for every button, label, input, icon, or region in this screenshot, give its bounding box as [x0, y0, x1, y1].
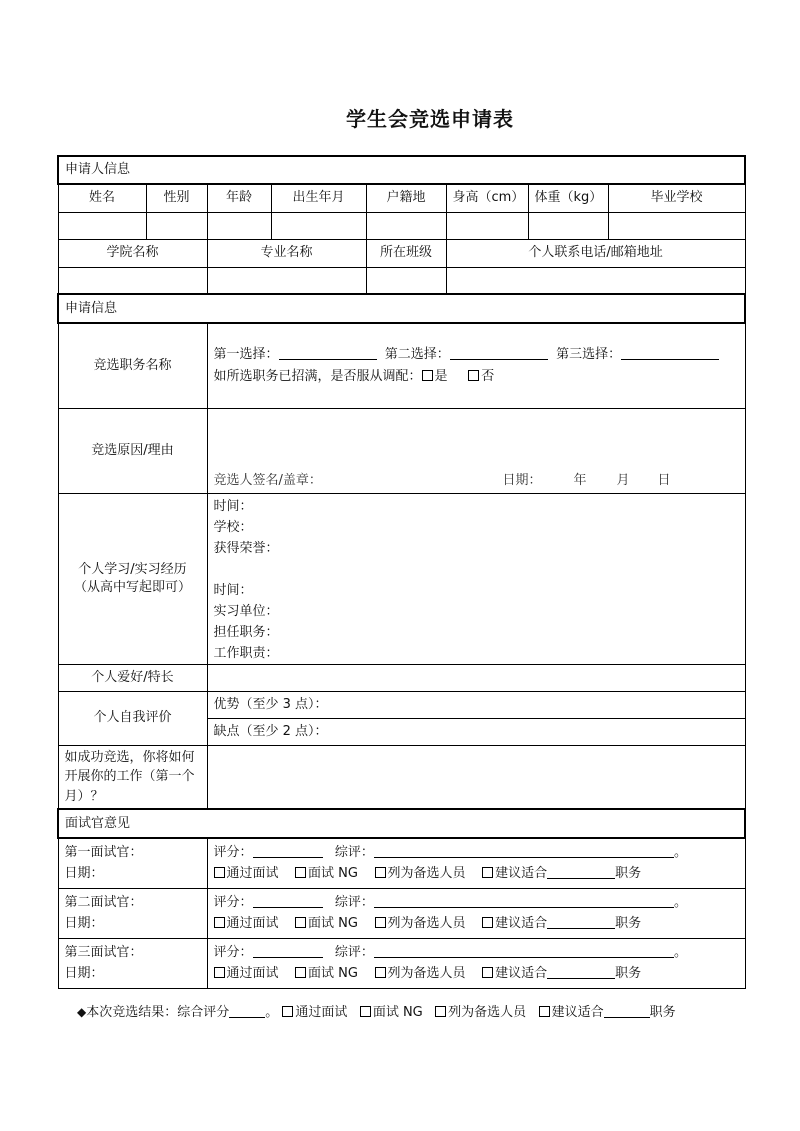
school-field[interactable] — [608, 212, 745, 239]
position-suffix: 职务 — [615, 866, 642, 882]
pass-label: 通过面试 — [226, 916, 279, 931]
suggest-label: 建议适合 — [495, 866, 548, 882]
backup-label: 列为备选人员 — [387, 866, 466, 882]
position-suffix: 职务 — [615, 916, 642, 931]
experience-field[interactable] — [207, 493, 745, 664]
choice2-blank[interactable] — [450, 347, 548, 360]
suggest-blank[interactable] — [547, 866, 615, 879]
interviewer-2-date: 日期： — [64, 916, 104, 931]
yes-label: 是 — [434, 368, 448, 384]
exp-intern-duty: 工作职责： — [213, 645, 279, 661]
header-name: 姓名 — [58, 184, 146, 212]
birth-field[interactable] — [271, 212, 366, 239]
choice1-label: 第一选择： — [213, 347, 279, 363]
pass-checkbox[interactable] — [214, 867, 225, 878]
choice1-blank[interactable] — [279, 347, 377, 360]
yes-checkbox[interactable] — [422, 370, 433, 381]
plan-label: 如成功竞选，你将如何开展你的工作（第一个月）？ — [58, 745, 207, 809]
date-label: 日期： — [502, 472, 542, 488]
application-section-header: 申请信息 — [58, 294, 745, 323]
footer-suggest-blank[interactable] — [604, 1005, 650, 1018]
month-label: 月 — [616, 472, 630, 488]
score-label: 评分： — [213, 945, 253, 960]
class-field[interactable] — [366, 267, 446, 294]
diamond-icon: ◆ — [77, 1005, 87, 1019]
footer-pass-checkbox[interactable] — [282, 1006, 293, 1017]
choice3-blank[interactable] — [621, 347, 719, 360]
gender-field[interactable] — [146, 212, 207, 239]
form-title: 学生会竞选申请表 — [346, 107, 514, 131]
reason-field[interactable] — [207, 408, 745, 493]
footer-ng-label: 面试 NG — [372, 1005, 423, 1020]
footer-period: 。 — [265, 1005, 279, 1020]
backup-checkbox[interactable] — [375, 867, 386, 878]
pass-checkbox[interactable] — [214, 917, 225, 928]
hobby-label: 个人爱好/特长 — [58, 664, 207, 691]
score-blank[interactable] — [253, 945, 323, 958]
reason-label: 竞选原因/理由 — [58, 408, 207, 493]
weakness-field[interactable]: 缺点（至少 2 点）： — [207, 718, 745, 745]
experience-label-line2: （从高中写起即可） — [73, 579, 191, 595]
suggest-checkbox[interactable] — [482, 867, 493, 878]
adjust-question: 如所选职务已招满，是否服从调配： — [213, 368, 422, 384]
applicant-section-header: 申请人信息 — [58, 156, 745, 184]
footer-position-suffix: 职务 — [649, 1005, 676, 1020]
footer-backup-label: 列为备选人员 — [448, 1005, 527, 1020]
backup-checkbox[interactable] — [375, 917, 386, 928]
header-gender: 性别 — [146, 184, 207, 212]
exp-time: 时间： — [213, 498, 253, 514]
score-label: 评分： — [213, 845, 253, 861]
suggest-checkbox[interactable] — [482, 917, 493, 928]
header-college: 学院名称 — [58, 239, 207, 267]
comment-label: 综评： — [334, 895, 374, 910]
period-mark: 。 — [673, 945, 687, 960]
ng-checkbox[interactable] — [295, 917, 306, 928]
header-class: 所在班级 — [366, 239, 446, 267]
interviewer-3-name: 第三面试官： — [64, 945, 143, 960]
contact-field[interactable] — [446, 267, 745, 294]
comment-blank[interactable] — [374, 945, 674, 958]
exp-intern-company: 实习单位： — [213, 603, 279, 619]
header-contact: 个人联系电话/邮箱地址 — [446, 239, 745, 267]
application-form — [57, 155, 746, 989]
height-field[interactable] — [446, 212, 528, 239]
header-school: 毕业学校 — [608, 184, 745, 212]
score-label: 评分： — [213, 895, 253, 910]
suggest-checkbox[interactable] — [482, 967, 493, 978]
header-major: 专业名称 — [207, 239, 366, 267]
interview-section-header: 面试官意见 — [58, 809, 745, 838]
final-score-blank[interactable] — [229, 1005, 265, 1018]
suggest-label: 建议适合 — [495, 966, 548, 981]
exp-honors: 获得荣誉： — [213, 540, 279, 556]
result-label: 本次竞选结果：综合评分 — [86, 1005, 230, 1020]
ng-checkbox[interactable] — [295, 967, 306, 978]
hometown-field[interactable] — [366, 212, 446, 239]
ng-checkbox[interactable] — [295, 867, 306, 878]
interviewer-1-date: 日期： — [64, 866, 104, 882]
ng-label: 面试 NG — [308, 916, 358, 931]
interviewer-1-label — [58, 838, 207, 888]
footer-suggest-checkbox[interactable] — [539, 1006, 550, 1017]
footer-ng-checkbox[interactable] — [360, 1006, 371, 1017]
footer-suggest-label: 建议适合 — [551, 1005, 604, 1020]
self-eval-label: 个人自我评价 — [58, 691, 207, 745]
position-field[interactable] — [207, 323, 745, 408]
suggest-label: 建议适合 — [495, 916, 548, 931]
exp-intern-time: 时间： — [213, 582, 253, 598]
no-label: 否 — [481, 368, 495, 384]
no-checkbox[interactable] — [468, 370, 479, 381]
hobby-field[interactable] — [207, 664, 745, 691]
college-field[interactable] — [58, 267, 207, 294]
period-mark: 。 — [673, 845, 687, 861]
header-height: 身高（cm） — [446, 184, 528, 212]
day-label: 日 — [657, 472, 671, 488]
major-field[interactable] — [207, 267, 366, 294]
header-hometown: 户籍地 — [366, 184, 446, 212]
comment-blank[interactable] — [374, 845, 674, 858]
suggest-blank[interactable] — [547, 916, 615, 929]
backup-label: 列为备选人员 — [387, 916, 466, 931]
exp-school: 学校： — [213, 519, 253, 535]
interviewer-3-date: 日期： — [64, 966, 104, 981]
interviewer-2-name: 第二面试官： — [64, 895, 143, 910]
position-label: 竞选职务名称 — [58, 323, 207, 408]
result-footer — [77, 1001, 676, 1020]
pass-label: 通过面试 — [226, 866, 279, 882]
header-weight: 体重（kg） — [528, 184, 608, 212]
ng-label: 面试 NG — [308, 966, 358, 981]
position-suffix: 职务 — [615, 966, 642, 981]
weight-field[interactable] — [528, 212, 608, 239]
interviewer-1-field[interactable] — [207, 838, 745, 888]
comment-label: 综评： — [334, 845, 374, 861]
strength-field[interactable]: 优势（至少 3 点）： — [207, 691, 745, 718]
choice3-label: 第三选择： — [556, 347, 622, 363]
score-blank[interactable] — [253, 845, 323, 858]
backup-label: 列为备选人员 — [387, 966, 466, 981]
exp-spacer — [214, 559, 739, 580]
interviewer-2-label — [58, 888, 207, 938]
ng-label: 面试 NG — [308, 866, 358, 882]
exp-intern-position: 担任职务： — [213, 624, 279, 640]
pass-checkbox[interactable] — [214, 967, 225, 978]
comment-blank[interactable] — [374, 895, 674, 908]
header-age: 年龄 — [207, 184, 271, 212]
interviewer-1-name: 第一面试官： — [64, 845, 143, 861]
score-blank[interactable] — [253, 895, 323, 908]
experience-label — [58, 493, 207, 664]
suggest-blank[interactable] — [547, 966, 615, 979]
footer-pass-label: 通过面试 — [295, 1005, 348, 1020]
plan-field[interactable] — [207, 745, 745, 809]
footer-backup-checkbox[interactable] — [435, 1006, 446, 1017]
interviewer-3-label — [58, 938, 207, 988]
age-field[interactable] — [207, 212, 271, 239]
experience-label-line1: 个人学习/实习经历 — [78, 561, 187, 577]
interviewer-3-field[interactable] — [207, 938, 745, 988]
name-field[interactable] — [58, 212, 146, 239]
choice2-label: 第二选择： — [384, 347, 450, 363]
header-birth: 出生年月 — [271, 184, 366, 212]
backup-checkbox[interactable] — [375, 967, 386, 978]
period-mark: 。 — [673, 895, 687, 910]
year-label: 年 — [573, 472, 587, 488]
pass-label: 通过面试 — [226, 966, 279, 981]
signature-label: 竞选人签名/盖章： — [213, 472, 322, 488]
comment-label: 综评： — [334, 945, 374, 960]
interviewer-2-field[interactable] — [207, 888, 745, 938]
